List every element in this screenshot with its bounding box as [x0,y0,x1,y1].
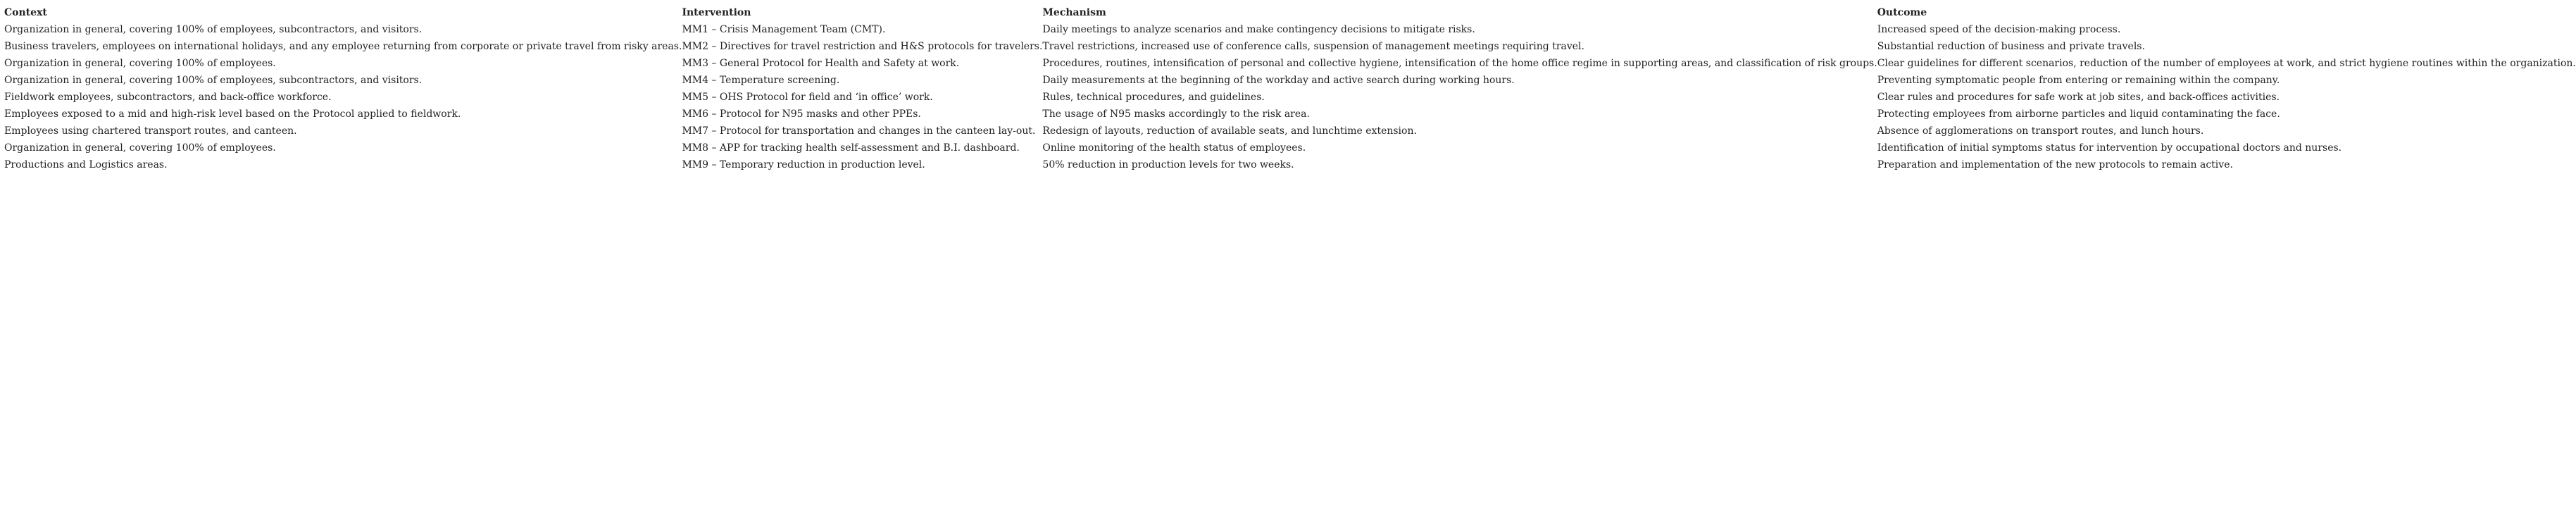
document-page [4,4,2576,173]
cell-mechanism: The usage of N95 masks accordingly to the risk area. [1042,108,1310,120]
cell-intervention: MM5 – OHS Protocol for field and ‘in office’ work. [682,92,933,103]
header-outcome: Outcome [1877,7,1927,18]
header-intervention: Intervention [682,7,751,18]
cell-outcome: Preventing symptomatic people from entering or remaining within the company. [1877,75,2280,86]
cell-context: Organization in general, covering 100% of employees. [4,58,276,69]
cell-intervention: MM8 – APP for tracking health self-assessment and B.I. dashboard. [682,142,1020,154]
table-row [4,123,2576,139]
table-row [4,89,2576,106]
cell-mechanism: Daily measurements at the beginning of the workday and active search during working hours. [1042,75,1515,86]
cell-mechanism: Daily meetings to analyze scenarios and make contingency decisions to mitigate risks. [1042,24,1475,35]
cell-context: Organization in general, covering 100% of employees. [4,142,276,154]
table-row [4,156,2576,173]
table-body [4,21,2576,173]
table-row [4,55,2576,72]
cell-context: Business travelers, employees on international holidays, and any employee returning from corporate or private travel from risky areas. [4,41,682,52]
cell-outcome: Absence of agglomerations on transport routes, and lunch hours. [1877,125,2204,137]
cell-intervention: MM7 – Protocol for transportation and changes in the canteen lay-out. [682,125,1036,137]
table-row [4,139,2576,156]
header-mechanism: Mechanism [1042,7,1106,18]
cell-context: Productions and Logistics areas. [4,159,168,170]
cell-mechanism: Travel restrictions, increased use of conference calls, suspension of management meetings requiring travel. [1042,41,1584,52]
cell-intervention: MM3 – General Protocol for Health and Safety at work. [682,58,960,69]
cell-mechanism: Online monitoring of the health status of employees. [1042,142,1306,154]
cell-outcome: Protecting employees from airborne particles and liquid contaminating the face. [1877,108,2280,120]
table-header [4,4,2576,21]
cell-outcome: Clear guidelines for different scenarios, reduction of the number of employees at work, and strict hygiene routines within the organization. [1877,58,2576,69]
cell-context: Organization in general, covering 100% of employees, subcontractors, and visitors. [4,75,423,86]
cell-intervention: MM1 – Crisis Management Team (CMT). [682,24,886,35]
header-row [4,4,2576,21]
cell-outcome: Substantial reduction of business and private travels. [1877,41,2145,52]
cell-outcome: Identification of initial symptoms status for intervention by occupational doctors and nurses. [1877,142,2342,154]
cell-context: Organization in general, covering 100% of employees, subcontractors, and visitors. [4,24,423,35]
header-context: Context [4,7,47,18]
cell-intervention: MM6 – Protocol for N95 masks and other PPEs. [682,108,921,120]
cell-intervention: MM4 – Temperature screening. [682,75,840,86]
table-row [4,106,2576,123]
cell-outcome: Preparation and implementation of the new protocols to remain active. [1877,159,2233,170]
table-row [4,21,2576,38]
cell-mechanism: Procedures, routines, intensification of personal and collective hygiene, intensification of the home office regime in supporting areas, and classification of risk groups. [1042,58,1877,69]
cell-intervention: MM2 – Directives for travel restriction and H&S protocols for travelers. [682,41,1043,52]
table-row [4,38,2576,55]
cell-intervention: MM9 – Temporary reduction in production level. [682,159,925,170]
cell-context: Employees exposed to a mid and high-risk level based on the Protocol applied to fieldwork. [4,108,461,120]
cell-context: Fieldwork employees, subcontractors, and back-office workforce. [4,92,332,103]
cell-mechanism: Redesign of layouts, reduction of available seats, and lunchtime extension. [1042,125,1417,137]
cell-mechanism: Rules, technical procedures, and guidelines. [1042,92,1265,103]
cmo-table [4,4,2576,173]
cell-context: Employees using chartered transport routes, and canteen. [4,125,297,137]
cell-outcome: Increased speed of the decision-making process. [1877,24,2121,35]
table-row [4,72,2576,89]
cell-mechanism: 50% reduction in production levels for two weeks. [1042,159,1294,170]
cell-outcome: Clear rules and procedures for safe work at job sites, and back-offices activities. [1877,92,2280,103]
